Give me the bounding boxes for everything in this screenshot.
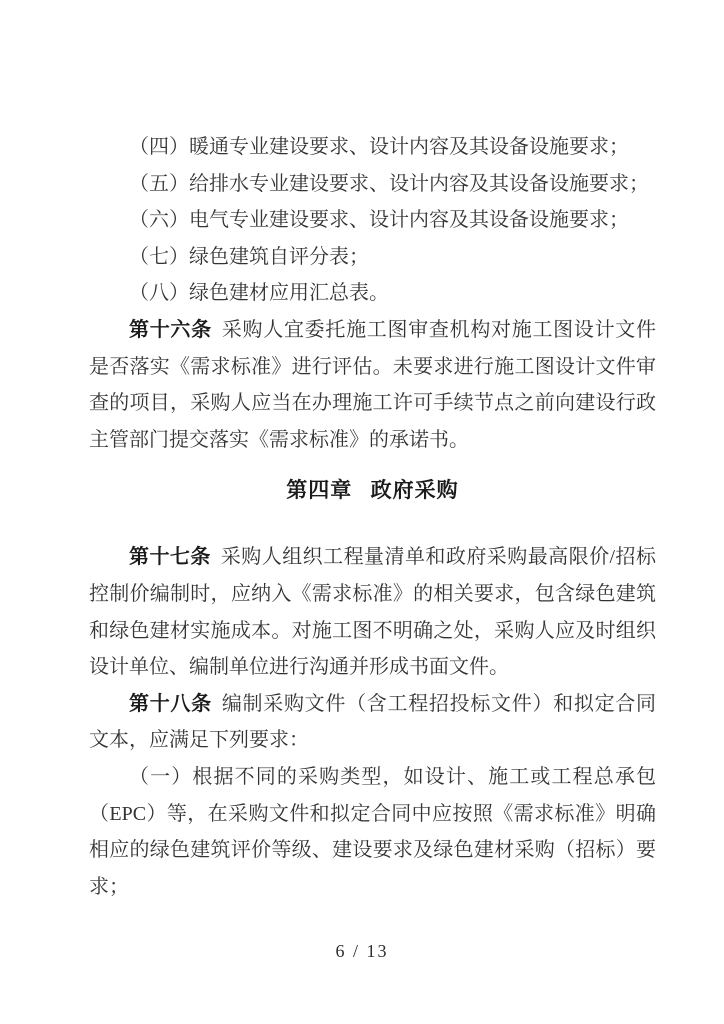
article-16-text: 采购人宜委托施工图审查机构对施工图设计文件是否落实《需求标准》进行评估。未要求进行施工图设计文件审查的项目，采购人应当在办理施工许可手续节点之前向建设行政主管部门提交落实《需求标准》的承诺书。 xyxy=(89,318,657,451)
article-17-paragraph xyxy=(89,539,656,685)
article-17-label: 第十七条 xyxy=(129,546,211,569)
article-18-label: 第十八条 xyxy=(129,692,212,715)
list-item-4: （四）暖通专业建设要求、设计内容及其设备设施要求； xyxy=(129,136,629,158)
list-item-7: （七）绿色建筑自评分表； xyxy=(129,245,369,268)
article-18-text: 编制采购文件（含工程招投标文件）和拟定合同文本，应满足下列要求： xyxy=(89,692,657,752)
list-item-6: （六）电气专业建设要求、设计内容及其设备设施要求； xyxy=(129,209,629,232)
article-16-label: 第十六条 xyxy=(129,318,212,341)
list-item-5: （五）给排水专业建设要求、设计内容及其设备设施要求； xyxy=(129,172,649,195)
page-number: 6 / 13 xyxy=(335,941,389,961)
article-18-paragraph xyxy=(89,686,656,759)
chapter-heading: 第四章 政府采购 xyxy=(286,479,459,503)
article-17-text: 采购人组织工程量清单和政府采购最高限价/招标控制价编制时，应纳入《需求标准》的相关要求，包含绿色建筑和绿色建材实施成本。对施工图不明确之处，采购人应及时组织设计单位、编制单位进行沟通并形成书面文件。 xyxy=(89,546,657,679)
clause-one-paragraph: （一）根据不同的采购类型，如设计、施工或工程总承包（EPC）等，在采购文件和拟定合同中应按照《需求标准》明确相应的绿色建筑评价等级、建设要求及绿色建材采购（招标）要求； xyxy=(89,765,656,898)
document-body xyxy=(89,129,656,905)
list-item-8: （八）绿色建材应用汇总表。 xyxy=(129,282,389,305)
article-16-paragraph xyxy=(89,312,656,458)
